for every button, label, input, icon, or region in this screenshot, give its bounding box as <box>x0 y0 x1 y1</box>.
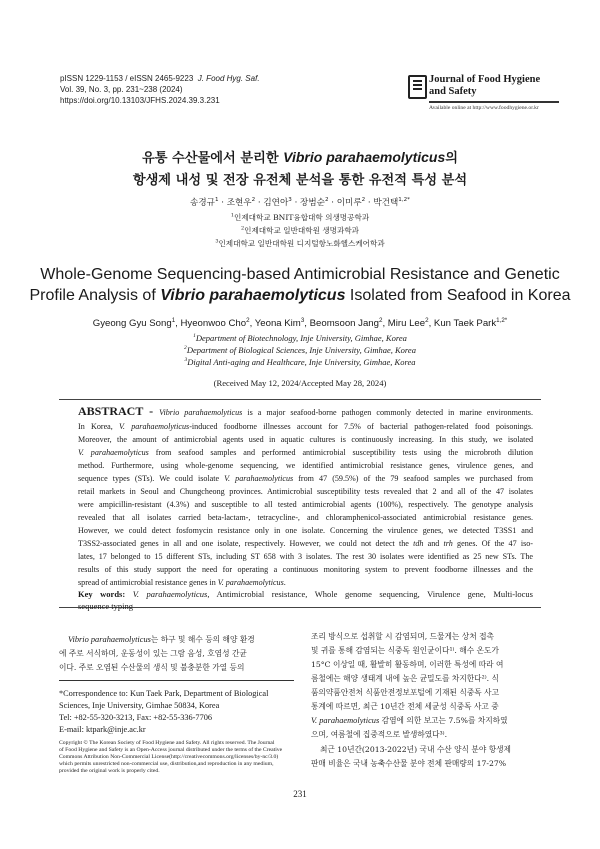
author-name: 김연아 <box>263 198 289 208</box>
author-affiliation-mark: 1,2* <box>398 197 410 204</box>
korean-affiliation-3: $^3$인제대학교 일반대학원 디지털항노화헬스케어학과 <box>215 238 385 248</box>
author-separator: , <box>382 318 388 329</box>
received-accepted-dates: (Received May 12, 2024/Accepted May 28, 2024) <box>213 378 387 388</box>
journal-name: Journal of Food Hygiene and Safety <box>429 74 541 97</box>
abstract-line: results of this study support the need for operating a continuous monitoring system to prevent foodborne illnesses and the <box>78 565 533 574</box>
author-affiliation-mark: 2 <box>324 197 329 204</box>
copyright-line: of Food Hygiene and Safety is an Open-Access journal distributed under the terms of the Creative <box>59 747 283 753</box>
korean-authors <box>0 196 600 208</box>
body-right-line: 조리 방식으로 섭취할 시 감염되며, 드물게는 상처 접촉 <box>311 632 494 641</box>
abstract-line: spread of antimicrobial resistance genes in V. parahaemolyticus. <box>78 578 286 587</box>
keywords-line-2: sequence typing <box>78 601 133 611</box>
body-right-line: 최근 10년간(2013-2022년) 국내 수산 양식 분야 항생제 <box>320 745 511 754</box>
journal-citation-header <box>60 73 260 106</box>
copyright-line: Commons Attribution Non-Commercial License(http://creativecommons.org/licenses/by-nc/3.0) <box>59 754 279 760</box>
korean-title-line2: 항생제 내성 및 전장 유전체 분석을 통한 유전적 특성 분석 <box>132 173 468 188</box>
english-authors <box>0 318 600 329</box>
issn-line: pISSN 1229-1153 / eISSN 2465-9223 <box>60 74 194 83</box>
correspondence-email[interactable]: E-mail: ktpark@inje.ac.kr <box>59 725 146 734</box>
abstract-line: In Korea, V. parahaemolyticus-induced foodborne illnesses account for 7.5% of bacterial pathogen-related food poisonings. <box>78 422 534 431</box>
body-right-line: 및 귀를 통해 감염되는 식중독 원인균이다¹⁾. 해수 온도가 <box>311 646 499 655</box>
korean-affiliation-1: $^1$인제대학교 BNIT융합대학 의생명공학과 <box>230 212 370 222</box>
abstract-line: However, we could detect fosfomycin resistance only in one isolate. Concerning the virulence genes, we detected T3SS1 and <box>78 526 533 535</box>
author-name: 장범순 <box>300 198 325 208</box>
body-left-line: 이다. 주로 오염된 수산물의 생식 및 불충분한 가열 등의 <box>59 663 245 672</box>
author-affiliation-mark: 2 <box>378 316 383 324</box>
abstract-line: ABSTRACT - Vibrio parahaemolyticus is a major seafood-borne pathogen commonly detected in marine environments. <box>78 404 533 418</box>
body-right-line: 판매 비율은 국내 농축수산물 분야 전체 판매량의 17-27% <box>311 759 507 768</box>
correspondence-line: Tel: +82-55-320-3213, Fax: +82-55-336-7706 <box>59 713 213 722</box>
author-affiliation-mark: 1 <box>171 316 176 324</box>
author-affiliation-mark: 3 <box>288 197 292 204</box>
author-name: 박건택 <box>373 198 399 208</box>
author-separator: , <box>304 318 310 329</box>
body-right-line: 으며, 여름철에 집중적으로 발생하였다³⁾. <box>311 730 448 739</box>
abstract-line: V. parahaemolyticus from seafood samples and performed antimicrobial susceptibility tests using the microbroth dilution <box>78 448 533 457</box>
english-affiliation-3: $^3$Digital Anti-aging and Healthcare, Inje University, Gimhae, Korea <box>184 357 416 367</box>
author-affiliation-mark: 2 <box>425 316 429 324</box>
copyright-line: which permits unrestricted non-commercial use, distribution,and reproduction in any medium, <box>59 761 274 767</box>
body-right-line: 품의약품안전처 식품안전정보포털에 기재된 식중독 사고 <box>311 688 500 697</box>
author-name: 조현우 <box>226 198 252 208</box>
body-right-line: 15°C 이상일 때, 활발히 활동하며, 이러한 특성에 따라 여 <box>311 660 504 669</box>
author-separator: · <box>328 198 337 208</box>
body-left-line: 에 주로 서식하며, 운동성이 있는 그람 음성, 호염성 간균 <box>59 649 247 658</box>
author-affiliation-mark: 2 <box>361 197 366 204</box>
abstract-line: sequence types (STs). We could isolate V. parahaemolyticus from 47 (59.5%) of the 79 seafood samples we purchased from <box>78 474 533 483</box>
correspondence-line: Sciences, Inje University, Gimhae 50834, Korea <box>59 701 220 710</box>
volume-line: Vol. 39, No. 3, pp. 231~238 (2024) <box>60 85 183 94</box>
abstract-line: retail markets in Seoul and Chungcheong provinces. Antimicrobial susceptibility tests revealed that 2 and all of the 47 isolates <box>78 487 533 496</box>
author-name: Kun Taek Park <box>433 318 497 329</box>
journal-abbrev: J. Food Hyg. Saf. <box>197 74 260 83</box>
english-affiliation-2: $^2$Department of Biological Sciences, Inje University, Gimhae, Korea <box>184 345 416 355</box>
doi-link[interactable]: https://doi.org/10.13103/JFHS.2024.39.3.231 <box>60 96 220 105</box>
author-name: Beomsoon Jang <box>309 318 379 329</box>
correspondence-line: *Correspondence to: Kun Taek Park, Department of Biological <box>59 689 269 698</box>
body-right-line: 통계에 따르면, 최근 10년간 전체 세균성 식중독 사고 중 <box>311 702 499 711</box>
author-separator: · <box>255 198 264 208</box>
author-affiliation-mark: 1,2* <box>496 316 508 324</box>
abstract-line: were ampicillin-resistant (4.3%) and susceptible to all tested antimicrobial agents (100%), respectively. The genotype analysis <box>78 500 533 509</box>
page-number: 231 <box>293 789 307 799</box>
journal-divider <box>429 101 559 103</box>
author-name: Miru Lee <box>387 318 426 329</box>
author-affiliation-mark: 1 <box>214 197 219 204</box>
author-separator: · <box>291 198 301 208</box>
author-separator: , <box>175 318 181 329</box>
english-title-line2: Profile Analysis of Vibrio parahaemolyticus Isolated from Seafood in Korea <box>29 287 571 304</box>
copyright-line: provided the original work is properly cited. <box>59 768 160 774</box>
korean-title-line1: 유통 수산물에서 분리한 Vibrio parahaemolyticus의 <box>141 149 458 166</box>
abstract-line: T3SS2-associated genes in all and one isolate, respectively. However, we could not detect the tdh and trh genes. Of the 47 iso- <box>78 539 533 548</box>
journal-book-icon <box>408 75 427 99</box>
body-left-line: Vibrio parahaemolyticus는 하구 및 해수 등의 해양 환경 <box>68 635 255 644</box>
author-name: Hyeonwoo Cho <box>180 318 247 329</box>
keywords-line: Key words: V. parahaemolyticus, Antimicrobial resistance, Whole genome sequencing, Virulence gene, Multi-locus <box>78 589 533 599</box>
author-name: Gyeong Gyu Song <box>92 318 172 329</box>
author-separator: , <box>249 318 255 329</box>
korean-affiliation-2: $^2$인제대학교 일반대학원 생명과학과 <box>240 225 360 235</box>
author-separator: , <box>428 318 434 329</box>
footnote-divider <box>59 680 294 681</box>
author-name: 송경규 <box>190 198 215 208</box>
abstract-line: method. Furthermore, using whole-genome sequencing, we identified antimicrobial resistance genes, virulence genes, and <box>78 461 533 470</box>
abstract-line: lates, 17 belonged to 15 different STs, including ST 658 with 3 isolates. The rest 30 isolates were identified as 25 new STs. The <box>78 552 533 561</box>
copyright-line: Copyright © The Korean Society of Food Hygiene and Safety. All rights reserved. The Journal <box>59 740 275 746</box>
author-separator: · <box>218 198 227 208</box>
author-name: 이미루 <box>336 198 362 208</box>
body-right-line: 름철에는 해양 생태계 내에 높은 균밀도를 차지한다²⁾. 식 <box>311 674 499 683</box>
author-separator: · <box>365 198 374 208</box>
author-affiliation-mark: 2 <box>246 316 250 324</box>
author-affiliation-mark: 2 <box>251 197 256 204</box>
abstract-box <box>59 399 541 608</box>
english-title-line1: Whole-Genome Sequencing-based Antimicrobial Resistance and Genetic <box>40 266 560 283</box>
author-name: Yeona Kim <box>254 318 301 329</box>
author-affiliation-mark: 3 <box>300 316 305 324</box>
journal-url[interactable]: Available online at http://www.foodhygiene.or.kr <box>429 105 539 111</box>
abstract-line: Moreover, the amount of antimicrobial agents used in aquatic cultures is continuously increasing. In this study, we isolated <box>78 435 533 444</box>
journal-branding <box>408 74 558 120</box>
abstract-line: revealed that all isolates carried beta-lactam-, tetracycline-, and chloramphenicol-associated antimicrobial resistance genes. <box>78 513 533 522</box>
english-affiliation-1: $^1$Department of Biotechnology, Inje University, Gimhae, Korea <box>193 333 407 343</box>
body-right-line: V. parahaemolyticus 감염에 의한 보고는 7.5%를 차지하였 <box>311 716 508 725</box>
